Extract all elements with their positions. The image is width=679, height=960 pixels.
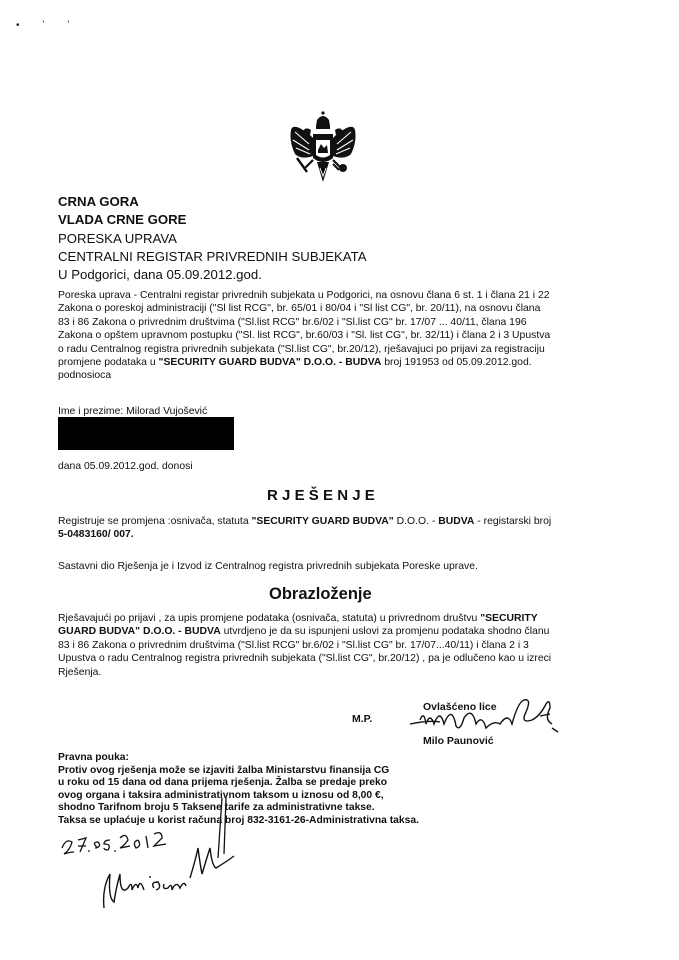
redaction-bar [58, 417, 234, 450]
country-name: CRNA GORA [58, 194, 139, 209]
intro-line: promjene podataka u "SECURITY GUARD BUDVA" D.O.O. - BUDVA broj 191953 od 05.09.2012.god. [58, 357, 532, 369]
legal-notice [58, 752, 419, 828]
applicant-label: Ime i prezime: [58, 406, 124, 417]
intro-line: podnosioca [58, 370, 112, 382]
reasoning-title: Obrazloženje [269, 585, 372, 603]
intro-line: Poreska uprava - Centralni registar privrednih subjekata u Podgorici, na osnovu člana 6 st. 1 i člana 21 i 22 [58, 290, 550, 301]
agency-name: PORESKA UPRAVA [58, 231, 177, 246]
legal-notice-line: Protiv ovog rješenja može se izjaviti žalba Ministarstvu finansija CG [58, 764, 390, 776]
decision-title: RJEŠENJE [267, 487, 379, 504]
reasoning-paragraph [58, 612, 551, 679]
official-signature-icon [400, 694, 570, 740]
reasoning-line: Rješavajući po prijavi , za upis promjene podataka (osnivača, statuta) u privrednom društvu "SECURITY [58, 613, 538, 624]
intro-line: Zakona o opštem upravnom postupku ("Sl. list RCG", br.60/03 i "Sl. list CG", br. 32/11) i člana 2 i 3 Upustva [58, 330, 551, 342]
intro-line: o radu Centralnog registra privrednih subjekata ("Sl.list CG", br.20/12), rješavajuci po prijavi za registraciju [58, 343, 545, 355]
stamp-label: M.P. [352, 713, 373, 725]
legal-notice-line: shodno Tarifnom broju 5 Taksene tarife za administrativne takse. [58, 802, 375, 814]
decision-line: Registruje se promjena :osnivača, statuta "SECURITY GUARD BUDVA" D.O.O. - BUDVA - registarski broj [58, 516, 552, 527]
legal-notice-line: ovog organa i taksira administrativnom taksom u iznosu od 8,00 €, [58, 789, 384, 801]
decision-attachment-note: Sastavni dio Rješenja je i Izvod iz Centralnog registra privrednih subjekata Poreske uprave. [58, 561, 478, 572]
government-name: VLADA CRNE GORE [58, 212, 187, 227]
company-name: "SECURITY GUARD BUDVA" D.O.O. - BUDVA [158, 357, 382, 369]
company-name: "SECURITY GUARD BUDVA" [251, 516, 394, 527]
signer-name: Milo Paunović [423, 735, 494, 747]
legal-notice-line: Taksa se uplaćuje u korist računa broj 832-3161-26-Administrativna taksa. [58, 814, 419, 826]
reasoning-line: GUARD BUDVA" D.O.O. - BUDVA utvrdjeno je da su ispunjeni uslovi za promjenu podataka shodno članu [58, 626, 550, 638]
intro-line: 83 i 86 Zakona o privrednim društvima ("Sl.list RCG" br.6/02 i "Sl.list CG" br. 17/07 ... 40/11, člana 196 [58, 316, 527, 328]
reasoning-line: Rješenja. [58, 666, 102, 678]
intro-line: Zakona o poreskoj administraciji ("Sl list RCG", br. 65/01 i 80/04 i "Sl list CG", br. 20/11), na osnovu člana [58, 303, 541, 315]
registration-number: 5-0483160/ 007. [58, 529, 134, 541]
scan-marks: • ʼ ʼ [16, 20, 80, 31]
registry-name: CENTRALNI REGISTAR PRIVREDNIH SUBJEKATA [58, 249, 367, 264]
intro-paragraph [58, 289, 550, 383]
applicant-name: Milorad Vujošević [126, 406, 208, 417]
decision-paragraph [58, 515, 551, 542]
date-line: dana 05.09.2012.god. donosi [58, 461, 193, 472]
reasoning-line: 83 i 86 Zakona o privrednim društvima ("Sl.list RCG" br.6/02 i "Sl.list CG" br. 17/07...40/11) i člana 2 i 3 [58, 639, 529, 651]
authorized-person-label: Ovlašćeno lice [423, 701, 497, 713]
legal-notice-title: Pravna pouka: [58, 752, 129, 763]
reasoning-line: Upustva o radu Centralnog registra privrednih subjekata ("Sl.list CG", br.20/12) , pa je odlučeno kao u izreci [58, 653, 552, 665]
legal-notice-line: u roku od 15 dana od dana prijema rješenja. Žalba se predaje preko [58, 777, 388, 789]
coat-of-arms-icon [283, 110, 363, 190]
handwritten-date-signature-icon [58, 818, 238, 928]
place-date: U Podgorici, dana 05.09.2012.god. [58, 267, 262, 282]
